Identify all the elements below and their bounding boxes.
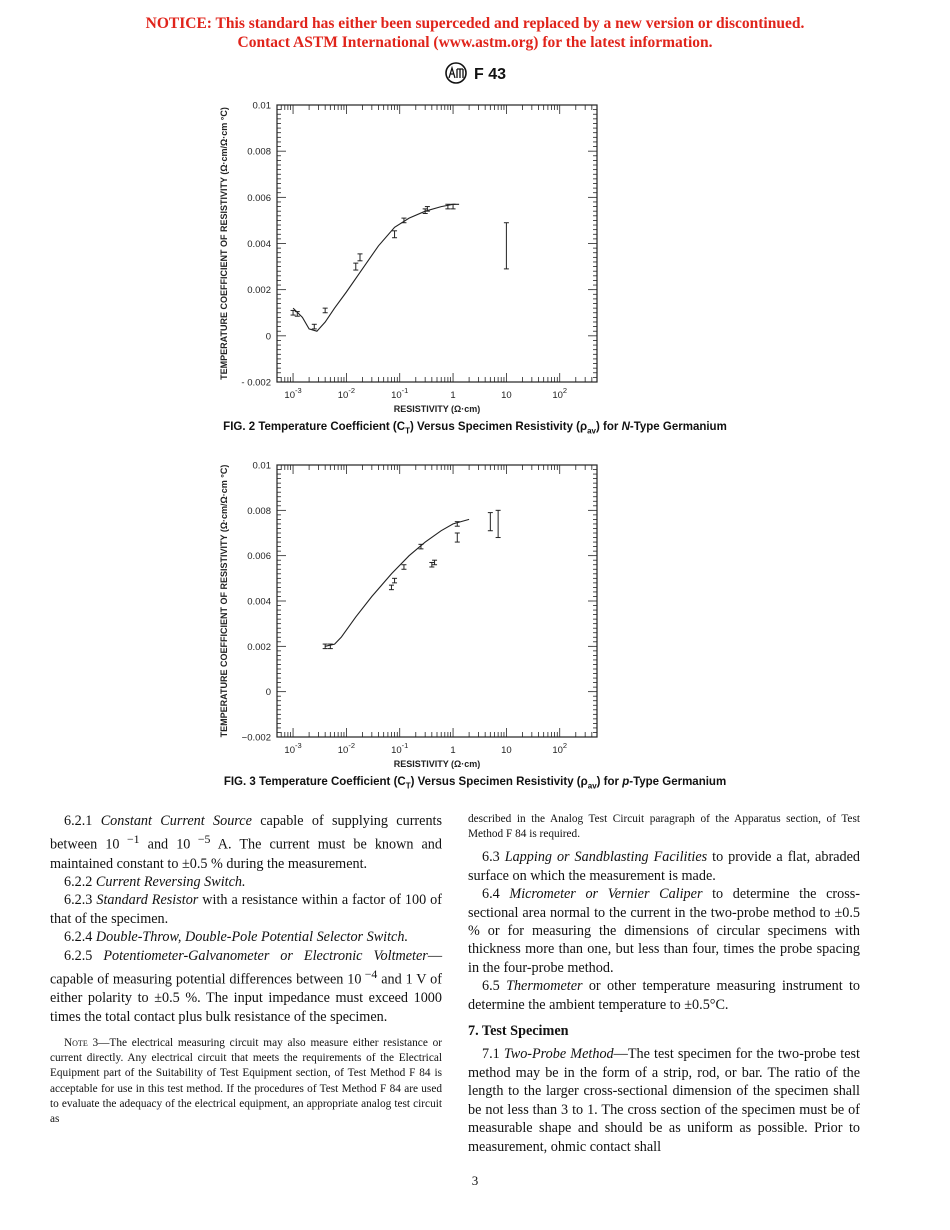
data-point bbox=[504, 223, 509, 269]
note-3-continued: described in the Analog Test Circuit paragraph of the Apparatus section, of Test Method F 84 is required. bbox=[468, 813, 860, 841]
y-tick-label: 0 bbox=[265, 687, 271, 699]
data-point bbox=[312, 324, 317, 329]
y-tick-label: 0.01 bbox=[252, 460, 271, 472]
para-text: to provide a flat, abraded surface on which the measurement is made. bbox=[468, 849, 860, 884]
x-tick-exponent: -3 bbox=[295, 386, 302, 395]
x-tick-label: $10^{-2}$ bbox=[337, 741, 356, 756]
data-point bbox=[401, 565, 406, 570]
y-tick-label: 0.002 bbox=[247, 641, 271, 653]
para-text: or other temperature measuring instrument to determine the ambient temperature to ±0.5°C. bbox=[468, 978, 860, 1013]
para-number: 6.2.5 bbox=[64, 947, 104, 964]
para-text: with a resistance within a factor of 100 of that of the specimen. bbox=[50, 892, 442, 927]
caption-text: FIG. 3 Temperature Coefficient (C bbox=[223, 776, 406, 788]
paragraph-6-2-3 bbox=[50, 891, 442, 928]
para-heading: Two-Probe Method bbox=[503, 1046, 614, 1063]
notice-banner bbox=[0, 14, 950, 52]
para-number: 6.3 bbox=[482, 849, 505, 866]
x-tick-label: 10 bbox=[501, 745, 512, 756]
paragraph-6-2-2 bbox=[50, 873, 442, 891]
para-heading: Standard Resistor bbox=[96, 892, 199, 909]
right-column bbox=[468, 812, 860, 1156]
para-heading: Constant Current Source bbox=[100, 813, 252, 829]
data-point bbox=[389, 585, 394, 590]
y-tick-label: 0.006 bbox=[247, 551, 271, 563]
chart-3-svg bbox=[0, 455, 950, 775]
x-tick-exponent: 2 bbox=[562, 741, 568, 750]
para-text: A. The current must be known and maintained constant to ±0.5 % during the measurement. bbox=[50, 837, 442, 872]
y-tick-label: 0.008 bbox=[247, 505, 271, 517]
data-point bbox=[323, 308, 328, 313]
fit-curve bbox=[293, 204, 459, 331]
exponent: −5 bbox=[190, 832, 211, 847]
y-tick-label: 0.002 bbox=[247, 285, 271, 297]
data-point bbox=[455, 533, 460, 542]
data-point bbox=[488, 513, 493, 531]
paragraph-6-3 bbox=[468, 848, 860, 885]
chart-2-svg bbox=[0, 95, 950, 420]
caption-text: ) Versus Specimen Resistivity (ρ bbox=[410, 776, 588, 788]
data-point bbox=[392, 578, 397, 583]
para-text: capable of supplying currents between 10 bbox=[50, 813, 442, 854]
y-tick-label: 0.004 bbox=[247, 239, 271, 250]
para-number: 7.1 bbox=[482, 1046, 504, 1063]
caption-text: ) for bbox=[596, 776, 623, 788]
para-text: and 1 V of either polarity to ±0.5 %. The input impedance must exceed 1000 times the total contact plus bulk resistance of the specimen. bbox=[50, 971, 442, 1025]
y-axis-title: TEMPERATURE COEFFICIENT OF RESISTIVITY (Ω·cm/Ω·cm °C) bbox=[219, 464, 229, 738]
caption-text: -Type Germanium bbox=[629, 776, 727, 788]
page-number: 3 bbox=[471, 1173, 479, 1188]
document-header bbox=[0, 62, 950, 84]
caption-text: FIG. 2 Temperature Coefficient (C bbox=[223, 421, 406, 433]
para-number: 6.2.3 bbox=[64, 892, 97, 909]
x-axis-title: RESISTIVITY (Ω·cm) bbox=[393, 759, 481, 769]
caption-text: ) Versus Specimen Resistivity (ρ bbox=[409, 421, 588, 433]
paragraph-6-4 bbox=[468, 885, 860, 977]
x-tick-exponent: -3 bbox=[295, 741, 302, 750]
caption-sub: av bbox=[587, 426, 597, 436]
para-text: —The test specimen for the two-probe test method may be in the form of a strip, rod, or bar. The ratio of the length to the larger cross-sectional dimension of the specimen shall be not less than 3 to 1. The cross section of the specimen must be of measurable shape and should be as uniform as possible. Prior to measurement, ohmic contact shall bbox=[468, 1046, 860, 1155]
caption-text: ) for bbox=[596, 421, 622, 433]
left-column bbox=[50, 812, 442, 1127]
plot-frame bbox=[277, 465, 597, 737]
paragraph-6-2-1 bbox=[50, 812, 442, 873]
figure-3 bbox=[0, 455, 950, 775]
para-heading: Current Reversing Switch. bbox=[95, 873, 246, 890]
para-heading: Lapping or Sandblasting Facilities bbox=[504, 849, 708, 866]
data-point bbox=[496, 510, 501, 537]
y-tick-label: 0.008 bbox=[247, 146, 271, 158]
x-tick-label: $10^{-3}$ bbox=[284, 386, 302, 401]
x-tick-label: 1 bbox=[450, 745, 456, 756]
figure-3-caption bbox=[0, 776, 950, 790]
fit-curve bbox=[325, 519, 469, 646]
para-heading: Thermometer bbox=[506, 978, 583, 995]
para-heading: Micrometer or Vernier Caliper bbox=[509, 886, 703, 903]
paragraph-6-2-5 bbox=[50, 947, 442, 1026]
para-number: 6.2.1 bbox=[64, 813, 101, 829]
notice-line-2: Contact ASTM International (www.astm.org) for the latest information. bbox=[237, 34, 713, 51]
paragraph-6-5 bbox=[468, 977, 860, 1014]
x-tick-label: $10^{-3}$ bbox=[284, 741, 302, 756]
x-tick-label: 10 bbox=[501, 390, 512, 401]
data-point bbox=[358, 254, 363, 261]
x-tick-label: $10^{-1}$ bbox=[391, 741, 409, 756]
paragraph-6-2-4 bbox=[50, 928, 442, 946]
note-label: Note 3 bbox=[64, 1036, 99, 1049]
astm-logo-icon bbox=[444, 62, 468, 84]
data-point bbox=[392, 231, 397, 238]
designation: F 43 bbox=[473, 66, 506, 83]
section-7-heading: 7. Test Specimen bbox=[468, 1023, 569, 1040]
x-tick-exponent: -1 bbox=[401, 741, 409, 750]
figure-2 bbox=[0, 95, 950, 420]
figure-2-caption bbox=[0, 421, 950, 435]
data-point bbox=[353, 263, 358, 270]
y-axis-title: TEMPERATURE COEFFICIENT OF RESISTIVITY (Ω·cm/Ω·cm °C) bbox=[219, 107, 229, 380]
para-number: 6.5 bbox=[482, 978, 507, 995]
caption-italic: N bbox=[621, 421, 630, 433]
x-tick-exponent: -2 bbox=[348, 741, 356, 750]
caption-sub: T bbox=[405, 426, 410, 436]
x-tick-label: 1 bbox=[450, 390, 456, 401]
x-tick-exponent: -1 bbox=[401, 386, 409, 395]
y-tick-label: 0.01 bbox=[252, 100, 271, 112]
caption-italic: p bbox=[622, 776, 630, 788]
x-tick-exponent: 2 bbox=[562, 386, 568, 395]
para-heading: Potentiometer-Galvanometer or Electronic Voltmeter bbox=[103, 947, 428, 964]
para-text: to determine the cross-sectional area normal to the current in the two-probe method to ±0.5 % or for measuring the dimensions of circular specimens with thickness more than one, but less than four, times the probe spacing in the four-probe method. bbox=[468, 886, 860, 976]
para-number: 6.4 bbox=[482, 886, 510, 903]
caption-text: -Type Germanium bbox=[629, 421, 727, 433]
caption-sub: av bbox=[587, 781, 597, 791]
x-tick-label: $10^{-2}$ bbox=[337, 386, 356, 401]
para-heading: Double-Throw, Double-Pole Potential Selector Switch. bbox=[95, 929, 408, 946]
y-tick-label: −0.002 bbox=[241, 732, 271, 744]
exponent: −1 bbox=[119, 832, 140, 847]
note-text: —The electrical measuring circuit may also measure either resistance or current directly. Any electrical circuit that meets the requirements of the Electrical Equipment part of the Suitability of Test Equipment section, of Test Method F 84 is acceptable for use in this test method. If the procedures of Test Method F 84 are used to evaluate the adequacy of the electrical equipment, an appropriate analog test circuit as bbox=[50, 1036, 443, 1125]
para-text: and 10 bbox=[139, 837, 191, 854]
x-tick-label: $10^{-1}$ bbox=[391, 386, 409, 401]
para-text: —capable of measuring potential differences between 10 bbox=[50, 947, 443, 988]
x-tick-exponent: -2 bbox=[348, 386, 356, 395]
para-number: 6.2.4 bbox=[64, 929, 96, 946]
plot-frame bbox=[277, 105, 597, 382]
para-number: 6.2.2 bbox=[64, 873, 96, 890]
x-axis-title: RESISTIVITY (Ω·cm) bbox=[393, 404, 481, 414]
x-tick-label: $10^2$ bbox=[552, 386, 568, 401]
caption-sub: T bbox=[405, 781, 411, 791]
note-3 bbox=[50, 1036, 442, 1127]
paragraph-7-1 bbox=[468, 1045, 860, 1155]
x-tick-label: $10^2$ bbox=[552, 741, 568, 756]
y-tick-label: 0.006 bbox=[247, 192, 271, 204]
exponent: −4 bbox=[361, 966, 378, 981]
y-tick-label: 0 bbox=[265, 331, 271, 343]
y-tick-label: - 0.002 bbox=[241, 377, 271, 389]
notice-line-1: NOTICE: This standard has either been superceded and replaced by a new version or discontinued. bbox=[145, 15, 805, 32]
y-tick-label: 0.004 bbox=[247, 596, 271, 608]
